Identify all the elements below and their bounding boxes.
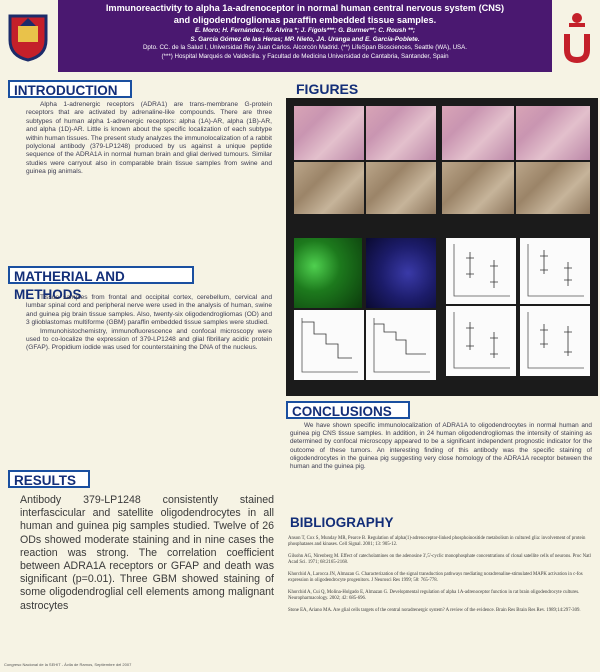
figure-histology-1 [294,106,364,160]
figure-caption-left [294,216,436,236]
introduction-paragraph: Alpha 1-adrenergic receptors (ADRA1) are trans-membrane G-protein receptors that are activated by adrenaline-like compounds. There are three subtypes of human alpha 1-adrenergic receptors: alpha (1A)-AR, alpha (1B)-AR, and alpha (1D)-AR. Little is known about the specific localization of each subtype within human tissues. The present study analyzes the immunolocalization of a rabbit polyclonal antibody (379-LP1248) produced by us against a unique peptide sequence of the ADRA1A in normal human brain and glial derived tumours. Similar studies were carryout also in comparable brain tissue samples from swine and guinea pig animals. [26,101,272,176]
bibliography-ref: Gilsohn AG, Nirenberg M. Effect of catecholamines on the adenosine 3',5'-cyclic monophosphate concentrations of clonal satellite cells of neurons. Proc Natl Acad Sci. 1971; 68:2165-2168. [288,554,591,565]
figure-immunofluorescence-green [294,238,362,308]
figure-histology-6 [366,162,436,214]
figure-histology-7 [442,162,514,214]
poster-title-2: and oligodendrogliomas paraffin embedded tissue samples. [173,15,437,25]
conclusions-text [290,422,592,471]
title-band [58,0,552,72]
methods-paragraph-2: Immunohistochemistry, immunofluorescence and confocal microscopy were used to co-localize the expression of 379-LP1248 and glial fibrillary acidic protein (GFAP). Propidium iodide was used for counterstaining the DNA of the nucleus. [26,327,272,352]
figure-histology-5 [294,162,364,214]
results-text: Antibody 379-LP1248 consistently stained interfascicular and satellite oligodendrocytes in all human and guinea pig samples studied. Twelve of 26 ODs showed moderate staining and in nine cases the reaction was strong. The correlation coefficient between ADRA1A receptors or GFAP and death was significant (p=0.01). Three GBM showed staining of some oligodendroglial cell elements among malignant astrocytes [20,494,274,612]
poster-header [0,0,600,72]
bibliography-ref: Stone EA, Ariano MA. Are glial cells targets of the central noradrenergic system? A review of the evidence. Brain Res Brain Res Rev. 1989;14:297-309. [288,608,581,613]
introduction-heading: INTRODUCTION [8,80,132,98]
poster-title-1: Immunoreactivity to alpha 1a-adrenoceptor in normal human central nervous system (CNS) [105,3,505,13]
bibliography-ref: Khorchid A, Cui Q, Molina-Holgado E, Almazan G. Developmental regulation of alpha 1A-adrenoceptor function in rat brain oligodendrocyte cultures. Neuropharmacology. 2002; 42: 685-696. [288,590,580,601]
urjc-logo-icon [558,10,596,64]
methods-heading: MATHERIAL AND METHODS [8,266,194,284]
introduction-text [26,101,272,177]
authors-2: S. García Gómez de las Heras; MP. Nieto, JA. Uranga and E. García-Poblete. [190,36,420,43]
bibliography-heading: BIBLIOGRAPHY [290,515,394,530]
figure-boxplot-3 [446,306,516,376]
figures-heading: FIGURES [296,81,359,97]
figure-boxplot-1 [446,238,516,304]
bibliography-ref: Anson T, Cox S, Munday MR, Pearce B. Regulation of alpha(1)-adrenoceptor-linked phosphoinositide metabolism in cultured glia: involvement of protein phosphatases and kinases. Cell Signal. 2001; 13: 905-12. [288,536,586,547]
methods-paragraph-1: Tissue samples from frontal and occipital cortex, cerebellum, cervical and lumbar spinal cord and peripheral nerve were used in the analysis of human, swine and guinea pig brain tissue samples. Also, twenty-six oligodendrogliomas (OD) and 3 glioblastomas multiforme (GBM) paraffin embedded tissue samples were studied. [26,294,272,327]
figure-caption-right [442,216,590,236]
figure-histology-4 [516,106,590,160]
figure-survival-plot-2 [366,310,436,380]
footer-note: Congreso Nacional de la SEHIT - Ávila de Ramos, Septiembre del 2007 [4,662,132,667]
bibliography-list [288,536,594,620]
bibliography-ref: Khorchid A, Larocca JN, Almazan G. Characterization of the signal transduction pathways mediating noradrenaline-stimulated MAPK activation in c-fos expression in oligodendrocyte progenitors. J Neurosci Res 1999; 58: 765-778. [288,572,583,583]
conclusions-paragraph: We have shown specific immunolocalization of ADRA1A to oligodendrocytes in normal human and guinea pig CNS tissue samples. In addition, in 24 human oligodendrogliomas the intensity of staining as determined by confocal microscopy appeared to be a significant independent prognostic indicator for the outcome of these tumors. An interesting finding of this antibody was the specific staining of oligodendrocytes in the guinea pig suggesting very close homology of the ADRA1A receptor between the human and the guinea pig. [290,422,592,471]
university-crest-icon [6,12,50,62]
figures-panel [286,98,598,396]
conclusions-heading: CONCLUSIONS [286,401,410,419]
figure-caption-bottom [446,378,590,392]
figure-histology-2 [366,106,436,160]
affiliation-2: (***) Hospital Marqués de Valdecilla. y Facultad de Medicina Universidad de Cantabria, Santander, Spain [161,52,449,60]
methods-text [26,294,272,353]
results-heading: RESULTS [8,470,90,488]
authors-1: E. Moro; H. Fernández; M. Alvira *; J. Fígols***; G. Burmer**; C. Roush **; [194,27,416,34]
affiliation-1: Dpto. CC. de la Salud I, Universidad Rey Juan Carlos. Alcorcón Madrid. (**) LifeSpan Biosciences, Seattle (WA), USA. [142,44,468,51]
figure-histology-3 [442,106,514,160]
figure-survival-plot-1 [294,310,364,380]
figure-immunofluorescence-blue [366,238,436,308]
figure-boxplot-4 [520,306,590,376]
figure-histology-8 [516,162,590,214]
figure-boxplot-2 [520,238,590,304]
